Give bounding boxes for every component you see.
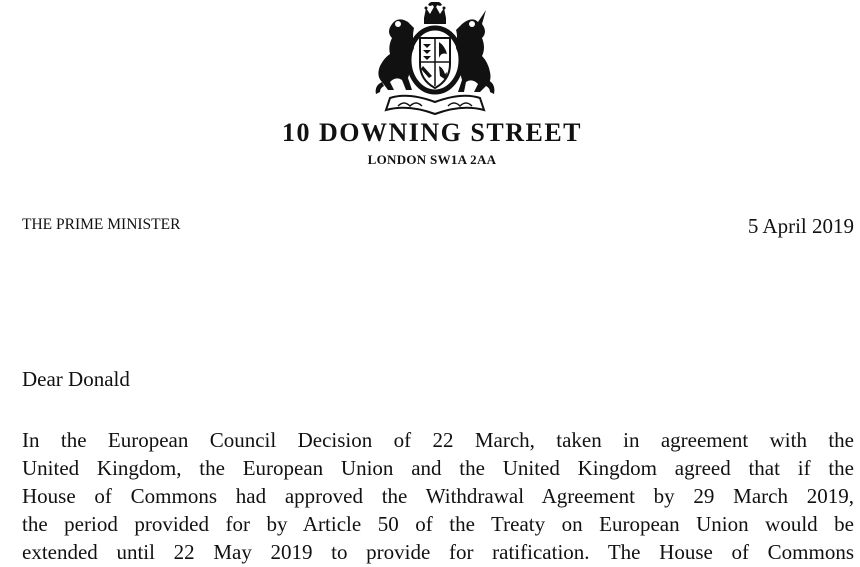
letter-date: 5 April 2019 xyxy=(747,214,854,238)
letterhead-address-line2: LONDON SW1A 2AA xyxy=(367,152,497,167)
body-paragraph xyxy=(22,426,854,566)
body-line: In the European Council Decision of 22 March, taken in agreement with the xyxy=(22,428,854,452)
body-line: House of Commons had approved the Withdrawal Agreement by 29 March 2019, xyxy=(22,484,854,508)
body-line: United Kingdom, the European Union and the United Kingdom agreed that if the xyxy=(22,456,854,480)
body-line: extended until 22 May 2019 to provide for ratification. The House of Commons xyxy=(22,540,854,564)
salutation: Dear Donald xyxy=(22,367,130,391)
sender-title: THE PRIME MINISTER xyxy=(22,216,181,233)
body-line: the period provided for by Article 50 of the Treaty on European Union would be xyxy=(22,512,854,536)
royal-coat-of-arms-icon xyxy=(368,2,502,118)
letterhead-address-line1: 10 DOWNING STREET xyxy=(282,118,582,147)
